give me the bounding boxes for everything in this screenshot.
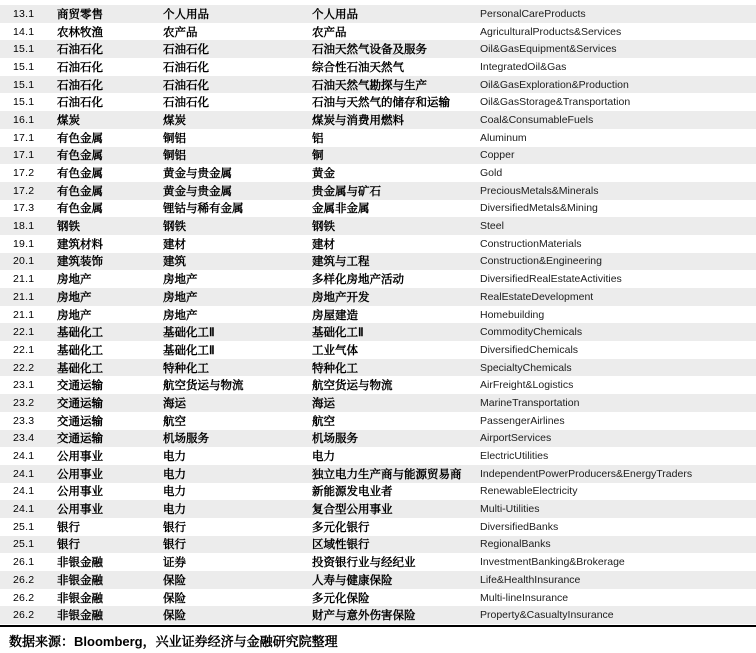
row-subindustry-cn: 钢铁 (163, 221, 186, 234)
row-industry-cn: 有色金属 (57, 203, 103, 216)
table-row (0, 129, 756, 147)
row-gics-name-en: ElectricUtilities (480, 450, 549, 463)
row-gics-name-en: Oil&GasEquipment&Services (480, 43, 617, 56)
row-gics-name-en: DiversifiedRealEstateActivities (480, 273, 622, 286)
row-industry-cn: 石油石化 (57, 61, 103, 74)
row-subindustry-cn: 石油石化 (163, 97, 209, 110)
row-code: 17.1 (13, 149, 35, 162)
table-row (0, 58, 756, 76)
row-code: 13.1 (13, 7, 35, 20)
row-subindustry-cn: 石油石化 (163, 44, 209, 57)
row-industry-cn: 建筑装饰 (57, 256, 103, 269)
table-row (0, 40, 756, 58)
row-industry-cn: 房地产 (57, 291, 92, 304)
table-row (0, 76, 756, 94)
row-code: 21.1 (13, 273, 35, 286)
table-row (0, 270, 756, 288)
row-code: 23.4 (13, 432, 35, 445)
row-industry-cn: 钢铁 (57, 221, 80, 234)
row-industry-cn: 房地产 (57, 274, 92, 287)
row-industry-cn: 有色金属 (57, 185, 103, 198)
row-code: 26.1 (13, 556, 35, 569)
row-gics-name-cn: 航空货运与物流 (312, 380, 393, 393)
table-row (0, 323, 756, 341)
table-row (0, 359, 756, 377)
table-row (0, 518, 756, 536)
row-gics-name-cn: 投资银行业与经纪业 (312, 557, 416, 570)
row-gics-name-cn: 铝 (312, 132, 324, 145)
row-industry-cn: 石油石化 (57, 79, 103, 92)
row-industry-cn: 有色金属 (57, 150, 103, 163)
table-row (0, 147, 756, 165)
row-subindustry-cn: 海运 (163, 397, 186, 410)
row-code: 16.1 (13, 113, 35, 126)
row-gics-name-en: MarineTransportation (480, 396, 580, 409)
row-subindustry-cn: 石油石化 (163, 79, 209, 92)
table-row (0, 412, 756, 430)
row-gics-name-cn: 多样化房地产活动 (312, 274, 404, 287)
row-code: 17.3 (13, 202, 35, 215)
row-subindustry-cn: 电力 (163, 504, 186, 517)
row-gics-name-en: Construction&Engineering (480, 255, 602, 268)
row-code: 17.1 (13, 131, 35, 144)
row-subindustry-cn: 煤炭 (163, 114, 186, 127)
row-subindustry-cn: 建筑 (163, 256, 186, 269)
row-industry-cn: 建筑材料 (57, 238, 103, 251)
table-row (0, 288, 756, 306)
row-code: 15.1 (13, 60, 35, 73)
data-source-note: 数据来源：Bloomberg，兴业证券经济与金融研究院整理 (9, 634, 338, 649)
row-subindustry-cn: 机场服务 (163, 433, 209, 446)
row-industry-cn: 农林牧渔 (57, 26, 103, 39)
row-gics-name-cn: 电力 (312, 451, 335, 464)
table-row (0, 500, 756, 518)
table-row (0, 164, 756, 182)
row-gics-name-cn: 石油与天然气的储存和运输 (312, 97, 450, 110)
row-gics-name-en: CommodityChemicals (480, 326, 583, 339)
row-subindustry-cn: 银行 (163, 521, 186, 534)
row-gics-name-cn: 工业气体 (312, 344, 358, 357)
row-industry-cn: 商贸零售 (57, 8, 103, 21)
row-code: 21.1 (13, 290, 35, 303)
row-gics-name-en: IndependentPowerProducers&EnergyTraders (480, 467, 693, 480)
row-gics-name-cn: 综合性石油天然气 (312, 61, 404, 74)
row-gics-name-en: RenewableElectricity (480, 485, 578, 498)
row-subindustry-cn: 房地产 (163, 274, 198, 287)
row-gics-name-cn: 基础化工Ⅱ (312, 327, 364, 340)
row-subindustry-cn: 特种化工 (163, 362, 209, 375)
table-row (0, 93, 756, 111)
row-subindustry-cn: 黄金与贵金属 (163, 185, 232, 198)
row-industry-cn: 基础化工 (57, 344, 103, 357)
row-industry-cn: 交通运输 (57, 397, 103, 410)
row-gics-name-en: AirportServices (480, 432, 552, 445)
row-industry-cn: 非银金融 (57, 557, 103, 570)
row-gics-name-cn: 复合型公用事业 (312, 504, 393, 517)
row-code: 21.1 (13, 308, 35, 321)
row-industry-cn: 石油石化 (57, 44, 103, 57)
row-gics-name-cn: 房地产开发 (312, 291, 370, 304)
row-industry-cn: 有色金属 (57, 132, 103, 145)
row-subindustry-cn: 保险 (163, 592, 186, 605)
row-gics-name-en: PassengerAirlines (480, 414, 565, 427)
row-gics-name-cn: 多元化银行 (312, 521, 370, 534)
row-code: 23.2 (13, 396, 35, 409)
row-gics-name-en: ConstructionMaterials (480, 237, 582, 250)
row-gics-name-en: Steel (480, 220, 504, 233)
table-row (0, 5, 756, 23)
row-gics-name-en: Oil&GasStorage&Transportation (480, 96, 631, 109)
row-gics-name-en: Oil&GasExploration&Production (480, 78, 629, 91)
row-code: 19.1 (13, 237, 35, 250)
row-gics-name-en: Gold (480, 167, 503, 180)
table-row (0, 447, 756, 465)
table-row (0, 465, 756, 483)
row-code: 26.2 (13, 573, 35, 586)
row-gics-name-cn: 多元化保险 (312, 592, 370, 605)
row-industry-cn: 房地产 (57, 309, 92, 322)
table-row (0, 200, 756, 218)
table-row (0, 235, 756, 253)
table-row (0, 23, 756, 41)
table-row (0, 606, 756, 624)
row-subindustry-cn: 铜铝 (163, 132, 186, 145)
row-gics-name-en: DiversifiedMetals&Mining (480, 202, 598, 215)
row-gics-name-cn: 航空 (312, 415, 335, 428)
row-code: 24.1 (13, 485, 35, 498)
table-row (0, 306, 756, 324)
row-subindustry-cn: 保险 (163, 610, 186, 623)
row-subindustry-cn: 电力 (163, 451, 186, 464)
row-gics-name-cn: 钢铁 (312, 221, 335, 234)
row-gics-name-en: PersonalCareProducts (480, 7, 586, 20)
row-code: 23.1 (13, 379, 35, 392)
row-code: 22.1 (13, 343, 35, 356)
table-row (0, 182, 756, 200)
table-row (0, 341, 756, 359)
row-industry-cn: 基础化工 (57, 362, 103, 375)
row-code: 18.1 (13, 220, 35, 233)
row-industry-cn: 非银金融 (57, 574, 103, 587)
row-industry-cn: 公用事业 (57, 486, 103, 499)
row-industry-cn: 基础化工 (57, 327, 103, 340)
row-code: 26.2 (13, 591, 35, 604)
row-gics-name-cn: 区域性银行 (312, 539, 370, 552)
row-gics-name-cn: 建材 (312, 238, 335, 251)
row-subindustry-cn: 房地产 (163, 291, 198, 304)
row-gics-name-cn: 金属非金属 (312, 203, 370, 216)
row-industry-cn: 公用事业 (57, 504, 103, 517)
row-gics-name-cn: 房屋建造 (312, 309, 358, 322)
row-industry-cn: 交通运输 (57, 433, 103, 446)
row-industry-cn: 非银金融 (57, 610, 103, 623)
row-subindustry-cn: 石油石化 (163, 61, 209, 74)
table-row (0, 483, 756, 501)
row-gics-name-cn: 个人用品 (312, 8, 358, 21)
table-row (0, 253, 756, 271)
row-gics-name-cn: 建筑与工程 (312, 256, 370, 269)
row-code: 25.1 (13, 538, 35, 551)
table-row (0, 394, 756, 412)
industry-classification-table (0, 5, 756, 624)
row-subindustry-cn: 电力 (163, 468, 186, 481)
row-subindustry-cn: 基础化工Ⅱ (163, 344, 215, 357)
row-industry-cn: 公用事业 (57, 451, 103, 464)
row-industry-cn: 银行 (57, 521, 80, 534)
row-gics-name-en: DiversifiedBanks (480, 520, 559, 533)
row-gics-name-cn: 海运 (312, 397, 335, 410)
row-subindustry-cn: 银行 (163, 539, 186, 552)
row-gics-name-en: PreciousMetals&Minerals (480, 184, 599, 197)
row-industry-cn: 银行 (57, 539, 80, 552)
row-subindustry-cn: 建材 (163, 238, 186, 251)
row-gics-name-cn: 新能源发电业者 (312, 486, 393, 499)
row-gics-name-cn: 铜 (312, 150, 324, 163)
row-gics-name-en: AgriculturalProducts&Services (480, 25, 622, 38)
row-code: 14.1 (13, 25, 35, 38)
row-code: 20.1 (13, 255, 35, 268)
table-row (0, 376, 756, 394)
row-subindustry-cn: 电力 (163, 486, 186, 499)
row-industry-cn: 非银金融 (57, 592, 103, 605)
row-subindustry-cn: 航空 (163, 415, 186, 428)
row-code: 17.2 (13, 167, 35, 180)
row-code: 24.1 (13, 450, 35, 463)
row-code: 22.1 (13, 326, 35, 339)
row-gics-name-cn: 黄金 (312, 168, 335, 181)
row-gics-name-cn: 独立电力生产商与能源贸易商 (312, 468, 462, 481)
row-gics-name-en: RegionalBanks (480, 538, 551, 551)
row-gics-name-en: AirFreight&Logistics (480, 379, 574, 392)
row-subindustry-cn: 证券 (163, 557, 186, 570)
row-gics-name-en: Life&HealthInsurance (480, 573, 581, 586)
row-subindustry-cn: 农产品 (163, 26, 198, 39)
table-row (0, 553, 756, 571)
row-industry-cn: 公用事业 (57, 468, 103, 481)
row-gics-name-cn: 石油天然气设备及服务 (312, 44, 427, 57)
table-bottom-rule (0, 625, 756, 627)
row-code: 26.2 (13, 609, 35, 622)
row-gics-name-cn: 石油天然气勘探与生产 (312, 79, 427, 92)
row-subindustry-cn: 航空货运与物流 (163, 380, 244, 393)
row-code: 15.1 (13, 78, 35, 91)
row-subindustry-cn: 黄金与贵金属 (163, 168, 232, 181)
row-industry-cn: 煤炭 (57, 114, 80, 127)
row-code: 24.1 (13, 467, 35, 480)
row-industry-cn: 交通运输 (57, 415, 103, 428)
row-gics-name-en: Aluminum (480, 131, 527, 144)
row-gics-name-en: Property&CasualtyInsurance (480, 609, 614, 622)
row-gics-name-en: Copper (480, 149, 515, 162)
row-gics-name-cn: 特种化工 (312, 362, 358, 375)
row-gics-name-cn: 煤炭与消费用燃料 (312, 114, 404, 127)
row-code: 15.1 (13, 96, 35, 109)
row-industry-cn: 石油石化 (57, 97, 103, 110)
table-row (0, 430, 756, 448)
row-subindustry-cn: 锂钴与稀有金属 (163, 203, 244, 216)
row-code: 15.1 (13, 43, 35, 56)
table-row (0, 571, 756, 589)
row-gics-name-en: RealEstateDevelopment (480, 290, 594, 303)
row-code: 24.1 (13, 503, 35, 516)
row-gics-name-cn: 人寿与健康保险 (312, 574, 393, 587)
row-subindustry-cn: 基础化工Ⅱ (163, 327, 215, 340)
row-gics-name-cn: 机场服务 (312, 433, 358, 446)
row-gics-name-en: Coal&ConsumableFuels (480, 113, 594, 126)
row-code: 22.2 (13, 361, 35, 374)
row-subindustry-cn: 房地产 (163, 309, 198, 322)
table-row (0, 217, 756, 235)
row-gics-name-cn: 贵金属与矿石 (312, 185, 381, 198)
row-subindustry-cn: 保险 (163, 574, 186, 587)
table-row (0, 536, 756, 554)
row-gics-name-en: IntegratedOil&Gas (480, 60, 567, 73)
row-gics-name-en: DiversifiedChemicals (480, 343, 579, 356)
row-gics-name-en: Multi-lineInsurance (480, 591, 569, 604)
row-code: 25.1 (13, 520, 35, 533)
row-gics-name-cn: 农产品 (312, 26, 347, 39)
table-row (0, 111, 756, 129)
row-industry-cn: 交通运输 (57, 380, 103, 393)
row-industry-cn: 有色金属 (57, 168, 103, 181)
row-code: 17.2 (13, 184, 35, 197)
row-gics-name-cn: 财产与意外伤害保险 (312, 610, 416, 623)
row-subindustry-cn: 个人用品 (163, 8, 209, 21)
row-gics-name-en: InvestmentBanking&Brokerage (480, 556, 625, 569)
row-gics-name-en: SpecialtyChemicals (480, 361, 572, 374)
table-row (0, 589, 756, 607)
row-gics-name-en: Multi-Utilities (480, 503, 540, 516)
row-gics-name-en: Homebuilding (480, 308, 545, 321)
row-subindustry-cn: 铜铝 (163, 150, 186, 163)
row-code: 23.3 (13, 414, 35, 427)
